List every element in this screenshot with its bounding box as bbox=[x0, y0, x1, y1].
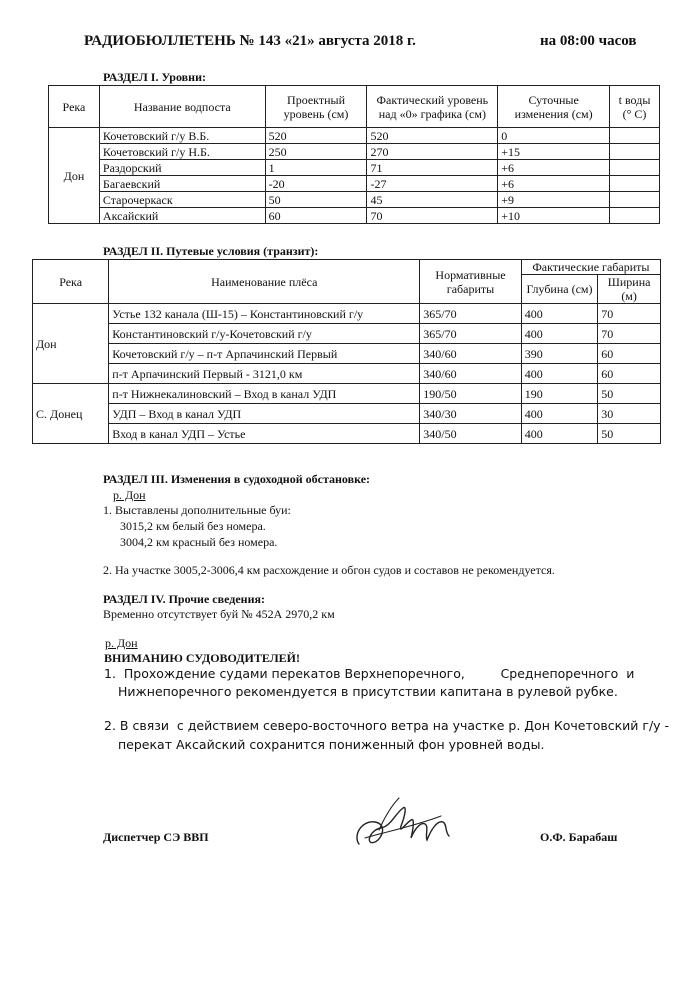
depth-cell: 400 bbox=[521, 304, 597, 324]
reach-cell: п-т Арпачинский Первый - 3121,0 км bbox=[109, 364, 420, 384]
post-cell: Аксайский bbox=[99, 208, 265, 224]
table-row bbox=[33, 404, 661, 424]
width-cell: 70 bbox=[598, 304, 661, 324]
river-cell: Дон bbox=[33, 304, 109, 384]
section2-heading: РАЗДЕЛ II. Путевые условия (транзит): bbox=[103, 244, 319, 258]
depth-cell: 400 bbox=[521, 424, 597, 444]
norm-cell: 340/50 bbox=[420, 424, 522, 444]
table-row bbox=[33, 424, 661, 444]
table-row bbox=[49, 176, 660, 192]
depth-cell: 400 bbox=[521, 324, 597, 344]
section4-heading: РАЗДЕЛ IV. Прочие сведения: bbox=[103, 592, 265, 606]
reach-cell: п-т Нижнекалиновский – Вход в канал УДП bbox=[109, 384, 420, 404]
actual-cell: 71 bbox=[367, 160, 498, 176]
table-row bbox=[49, 160, 660, 176]
section3-item1: 1. Выставлены дополнительные буи: bbox=[103, 503, 291, 517]
reach-cell: Кочетовский г/у – п-т Арпачинский Первый bbox=[109, 344, 420, 364]
notice-p2-line1: 2. В связи с действием северо-восточного ветра на участке р. Дон Кочетовский г/у - bbox=[104, 718, 670, 733]
project-cell: -20 bbox=[265, 176, 367, 192]
project-cell: 1 bbox=[265, 160, 367, 176]
depth-cell: 390 bbox=[521, 344, 597, 364]
post-cell: Кочетовский г/у В.Б. bbox=[99, 128, 265, 144]
transit-header-row bbox=[33, 260, 661, 275]
col-daily-change: Суточные изменения (см) bbox=[498, 86, 610, 128]
reach-cell: Константиновский г/у-Кочетовский г/у bbox=[109, 324, 420, 344]
section1-heading: РАЗДЕЛ I. Уровни: bbox=[103, 70, 206, 84]
change-cell: +9 bbox=[498, 192, 610, 208]
col-river: Река bbox=[33, 260, 109, 304]
norm-cell: 340/60 bbox=[420, 364, 522, 384]
table-row bbox=[33, 324, 661, 344]
norm-cell: 340/60 bbox=[420, 344, 522, 364]
section3-item2: 2. На участке 3005,2-3006,4 км расхождение и обгон судов и составов не рекомендуется. bbox=[103, 563, 555, 577]
width-cell: 70 bbox=[598, 324, 661, 344]
depth-cell: 400 bbox=[521, 364, 597, 384]
table-row bbox=[33, 364, 661, 384]
actual-cell: 270 bbox=[367, 144, 498, 160]
river-cell: Дон bbox=[49, 128, 100, 224]
levels-table bbox=[48, 85, 660, 224]
temp-cell bbox=[610, 208, 660, 224]
reach-cell: Вход в канал УДП – Устье bbox=[109, 424, 420, 444]
project-cell: 520 bbox=[265, 128, 367, 144]
col-depth: Глубина (см) bbox=[521, 275, 597, 304]
change-cell: +10 bbox=[498, 208, 610, 224]
col-river: Река bbox=[49, 86, 100, 128]
actual-cell: 45 bbox=[367, 192, 498, 208]
change-cell: +15 bbox=[498, 144, 610, 160]
col-actual-level: Фактический уровень над «0» графика (см) bbox=[367, 86, 498, 128]
signature bbox=[345, 786, 465, 866]
actual-cell: -27 bbox=[367, 176, 498, 192]
dispatcher-title: Диспетчер СЭ ВВП bbox=[103, 830, 209, 844]
table-row bbox=[33, 304, 661, 324]
actual-cell: 70 bbox=[367, 208, 498, 224]
table-row bbox=[33, 384, 661, 404]
post-cell: Кочетовский г/у Н.Б. bbox=[99, 144, 265, 160]
post-cell: Раздорский bbox=[99, 160, 265, 176]
project-cell: 250 bbox=[265, 144, 367, 160]
change-cell: +6 bbox=[498, 160, 610, 176]
notice-river: р. Дон bbox=[105, 636, 138, 650]
norm-cell: 365/70 bbox=[420, 304, 522, 324]
post-cell: Старочеркаск bbox=[99, 192, 265, 208]
change-cell: 0 bbox=[498, 128, 610, 144]
col-width: Ширина (м) bbox=[598, 275, 661, 304]
river-cell: С. Донец bbox=[33, 384, 109, 444]
norm-cell: 190/50 bbox=[420, 384, 522, 404]
notice-p2-line2: перекат Аксайский сохранится пониженный фон уровней воды. bbox=[118, 737, 545, 752]
actual-cell: 520 bbox=[367, 128, 498, 144]
reach-cell: Устье 132 канала (Ш-15) – Константиновский г/у bbox=[109, 304, 420, 324]
col-water-temp: t воды (° С) bbox=[610, 86, 660, 128]
temp-cell bbox=[610, 160, 660, 176]
table-row bbox=[33, 344, 661, 364]
col-norm: Нормативные габариты bbox=[420, 260, 522, 304]
bulletin-title: РАДИОБЮЛЛЕТЕНЬ № 143 «21» августа 2018 г. bbox=[84, 33, 416, 49]
section4-line: Временно отсутствует буй № 452А 2970,2 км bbox=[103, 607, 335, 621]
depth-cell: 190 bbox=[521, 384, 597, 404]
notice-p1-line2: Нижнепоречного рекомендуется в присутствии капитана в рулевой рубке. bbox=[118, 684, 618, 699]
notice-heading: ВНИМАНИЮ СУДОВОДИТЕЛЕЙ! bbox=[104, 651, 300, 665]
width-cell: 30 bbox=[598, 404, 661, 424]
width-cell: 50 bbox=[598, 424, 661, 444]
levels-header-row bbox=[49, 86, 660, 128]
temp-cell bbox=[610, 128, 660, 144]
buoy-line: 3015,2 км белый без номера. bbox=[120, 519, 266, 533]
width-cell: 60 bbox=[598, 364, 661, 384]
project-cell: 60 bbox=[265, 208, 367, 224]
table-row bbox=[49, 208, 660, 224]
project-cell: 50 bbox=[265, 192, 367, 208]
reach-cell: УДП – Вход в канал УДП bbox=[109, 404, 420, 424]
depth-cell: 400 bbox=[521, 404, 597, 424]
change-cell: +6 bbox=[498, 176, 610, 192]
table-row bbox=[49, 144, 660, 160]
notice-p1-line1: 1. Прохождение судами перекатов Верхнепоречного, Среднепоречного и bbox=[104, 666, 635, 681]
temp-cell bbox=[610, 192, 660, 208]
transit-table bbox=[32, 259, 661, 444]
width-cell: 60 bbox=[598, 344, 661, 364]
table-row bbox=[49, 128, 660, 144]
norm-cell: 365/70 bbox=[420, 324, 522, 344]
temp-cell bbox=[610, 176, 660, 192]
buoy-line: 3004,2 км красный без номера. bbox=[120, 535, 278, 549]
temp-cell bbox=[610, 144, 660, 160]
bulletin-time: на 08:00 часов bbox=[540, 33, 637, 49]
width-cell: 50 bbox=[598, 384, 661, 404]
col-post: Название водпоста bbox=[99, 86, 265, 128]
col-project-level: Проектный уровень (см) bbox=[265, 86, 367, 128]
table-row bbox=[49, 192, 660, 208]
col-reach: Наименование плёса bbox=[109, 260, 420, 304]
col-actual-group: Фактические габариты bbox=[521, 260, 660, 275]
dispatcher-name: О.Ф. Барабаш bbox=[540, 830, 618, 844]
post-cell: Багаевский bbox=[99, 176, 265, 192]
norm-cell: 340/30 bbox=[420, 404, 522, 424]
section3-heading: РАЗДЕЛ III. Изменения в судоходной обстановке: bbox=[103, 472, 371, 486]
section3-river: р. Дон bbox=[113, 488, 146, 502]
